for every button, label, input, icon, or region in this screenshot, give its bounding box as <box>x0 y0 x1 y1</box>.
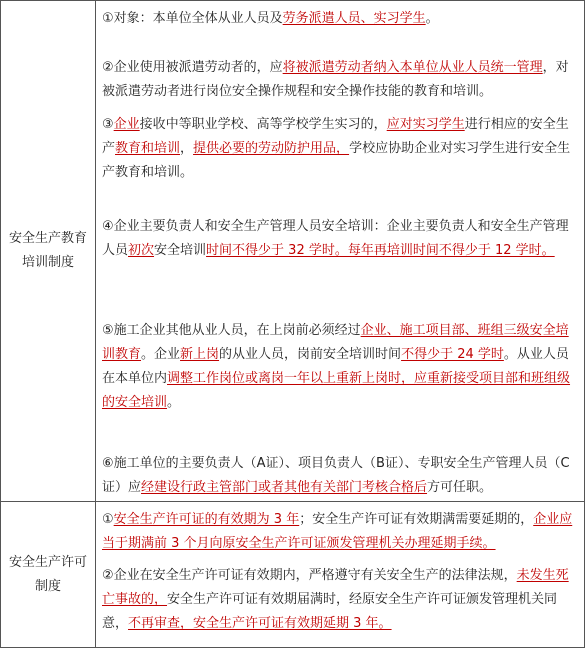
text-run: 安全培训 <box>154 243 207 258</box>
highlighted-text: 时间不得少于 32 学时。每年再培训时间不得少于 12 学时。 <box>206 243 555 258</box>
highlighted-text: 企业应当于期满前 3 个月向原安全生产许可证颁发管理机关办理延期手续。 <box>102 512 573 551</box>
highlighted-text: 教育和培训 <box>115 141 181 156</box>
highlighted-text: 不得少于 24 学时 <box>401 347 504 362</box>
paragraph <box>102 56 578 104</box>
table-row <box>1 1 584 502</box>
text-run: ①对象：本单位全体从业人员及 <box>102 11 283 26</box>
row-content-cell <box>97 502 584 648</box>
highlighted-text: 未发生死亡事故的， <box>102 568 569 607</box>
highlighted-text: 安全生产许可证的有效期为 3 年 <box>113 512 300 527</box>
text-run: ① <box>102 512 114 527</box>
highlighted-text: 应对实习学生 <box>386 117 465 132</box>
highlighted-text: 提供必要的劳动防护用品， <box>193 141 350 156</box>
text-run: ，对被派遣劳动者进行岗位安全操作规程和安全操作技能的教育和培训。 <box>102 60 569 99</box>
row-label-cell <box>1 502 96 648</box>
text-run: ⑤施工企业其他从业人员，在上岗前必须经过 <box>102 323 361 338</box>
highlighted-text: 企业 <box>113 117 140 132</box>
text-run: 的从业人员，岗前安全培训时间 <box>219 347 402 362</box>
paragraph <box>102 319 578 415</box>
row-content-cell <box>97 1 584 501</box>
text-run: 安全生产许可证有效期届满时，经原安全生产许可证颁发管理机关同意， <box>102 592 558 631</box>
highlighted-text: 不再审查，安全生产许可证有效期延期 3 年。 <box>128 616 392 631</box>
row-label-cell <box>1 1 96 501</box>
text-run: ⑥施工单位的主要负责人（A证）、项目负责人（B证）、专职安全生产管理人员（C证）应 <box>102 456 570 495</box>
text-run: ②企业在安全生产许可证有效期内，严格遵守有关安全生产的法律法规， <box>102 568 517 583</box>
text-run: ④企业主要负责人和安全生产管理人员安全培训：企业主要负责人和安全生产管理人员 <box>102 219 569 258</box>
paragraph <box>102 452 578 500</box>
paragraph <box>102 508 578 556</box>
highlighted-text: 企业、施工项目部、班组三级安全培训教育 <box>102 323 569 362</box>
highlighted-text: 新上岗 <box>180 347 220 362</box>
row-label: 安全生产教育培训制度 <box>8 231 87 270</box>
row-label: 安全生产许可制度 <box>8 555 87 594</box>
text-run: ③ <box>102 117 114 132</box>
highlighted-text: 劳务派遣人员、实习学生 <box>282 11 426 26</box>
paragraph <box>102 113 578 185</box>
highlighted-text: 经建设行政主管部门或者其他有关部门考核合格后 <box>141 480 428 495</box>
paragraph <box>102 215 578 263</box>
text-run: 进行相应的安全生产 <box>102 117 569 156</box>
text-run: 学校应协助企业对实习学生进行安全生产教育和培训。 <box>102 141 571 180</box>
text-run: 。企业 <box>141 347 181 362</box>
text-run: ；安全生产许可证有效期满需要延期的， <box>299 512 534 527</box>
text-run: 方可任职。 <box>427 480 493 495</box>
highlighted-text: 将被派遣劳动者纳入本单位从业人员统一管理 <box>282 60 543 75</box>
text-run: 。 <box>425 11 439 26</box>
text-run: 。从业人员在本单位内 <box>102 347 569 386</box>
highlighted-text: 调整工作岗位或离岗一年以上重新上岗时，应重新接受项目部和班组级的安全培训 <box>102 371 571 410</box>
paragraph <box>102 564 578 636</box>
text-run: ， <box>180 141 194 156</box>
table-row <box>1 502 584 648</box>
text-run: ②企业使用被派遣劳动者的，应 <box>102 60 283 75</box>
paragraph <box>102 7 578 31</box>
highlighted-text: 初次 <box>128 243 155 258</box>
text-run: 。 <box>167 395 181 410</box>
text-run: 接收中等职业学校、高等学校学生实习的， <box>139 117 387 132</box>
